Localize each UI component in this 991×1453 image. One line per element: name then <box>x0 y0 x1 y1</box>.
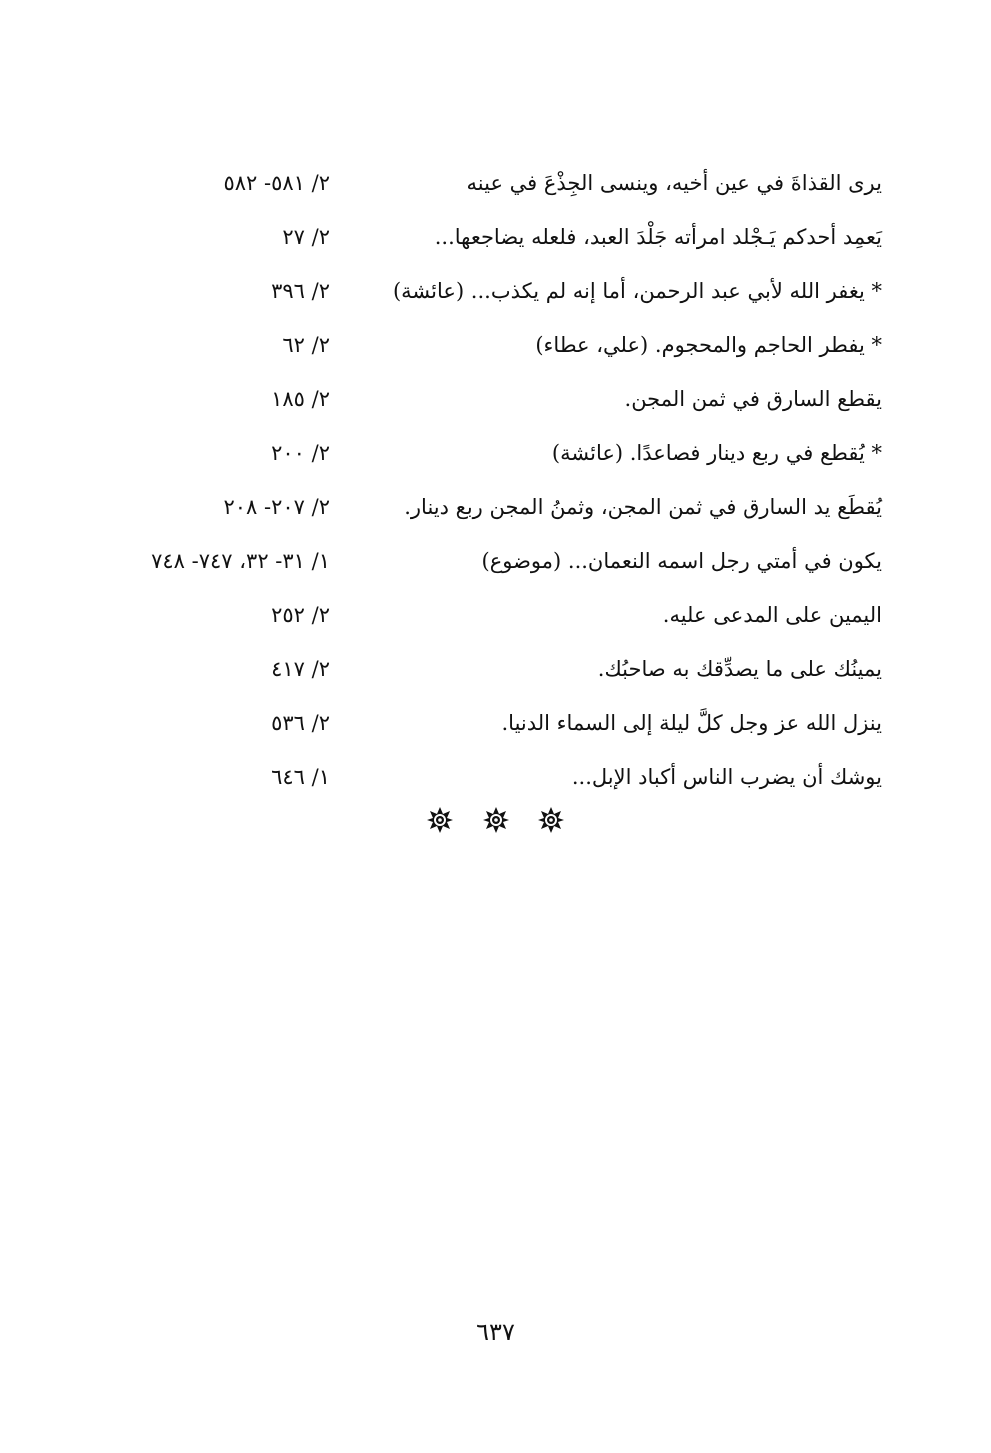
entry-reference: ١/ ٣١- ٣٢، ٧٤٧- ٧٤٨ <box>151 549 330 573</box>
index-entry <box>100 592 882 646</box>
entry-text: يكون في أمتي رجل اسمه النعمان... (موضوع) <box>481 549 882 573</box>
flower-ornament-icon <box>482 806 510 834</box>
hadith-index-list <box>100 160 882 808</box>
page-number: ٦٣٧ <box>476 1318 515 1346</box>
entry-reference: ٢/ ١٨٥ <box>271 387 330 411</box>
index-entry <box>100 430 882 484</box>
entry-text: يرى القذاةَ في عين أخيه، وينسى الجِذْعَ في عينه <box>466 171 882 195</box>
flower-ornament-icon <box>426 806 454 834</box>
entry-text: يُقطَع يد السارق في ثمن المجن، وثمنُ المجن ربع دينار. <box>404 495 882 519</box>
entry-text: ينزل الله عز وجل كلَّ ليلة إلى السماء الدنيا. <box>501 711 882 735</box>
index-entry <box>100 700 882 754</box>
flower-ornament-icon <box>537 806 565 834</box>
entry-reference: ١/ ٦٤٦ <box>271 765 330 789</box>
index-entry <box>100 538 882 592</box>
index-entry <box>100 484 882 538</box>
index-entry <box>100 160 882 214</box>
entry-text: اليمين على المدعى عليه. <box>662 603 882 627</box>
section-end-ornaments <box>0 806 991 842</box>
entry-reference: ٢/ ٢٥٢ <box>271 603 330 627</box>
entry-text: يمينُك على ما يصدِّقك به صاحبُك. <box>597 657 882 681</box>
index-entry <box>100 646 882 700</box>
entry-reference: ٢/ ٦٢ <box>282 333 330 357</box>
entry-reference: ٢/ ٢٧ <box>282 225 330 249</box>
index-entry <box>100 754 882 808</box>
entry-reference: ٢/ ٤١٧ <box>271 657 330 681</box>
index-entry <box>100 376 882 430</box>
entry-reference: ٢/ ٢٠٧- ٢٠٨ <box>223 495 330 519</box>
entry-reference: ٢/ ٣٩٦ <box>271 279 330 303</box>
entry-text: يقطع السارق في ثمن المجن. <box>624 387 882 411</box>
entry-text: يوشك أن يضرب الناس أكباد الإبل... <box>571 765 882 789</box>
entry-text: * يُقطع في ربع دينار فصاعدًا. (عائشة) <box>551 441 882 465</box>
entry-reference: ٢/ ٥٣٦ <box>271 711 330 735</box>
entry-reference: ٢/ ٢٠٠ <box>271 441 330 465</box>
entry-reference: ٢/ ٥٨١- ٥٨٢ <box>223 171 330 195</box>
entry-text: يَعمِد أحدكم يَـجْلد امرأته جَلْدَ العبد، فلعله يضاجعها... <box>434 225 882 249</box>
index-entry <box>100 214 882 268</box>
entry-text: * يفطر الحاجم والمحجوم. (علي، عطاء) <box>535 333 882 357</box>
index-entry <box>100 268 882 322</box>
entry-text: * يغفر الله لأبي عبد الرحمن، أما إنه لم يكذب... (عائشة) <box>392 279 882 303</box>
index-entry <box>100 322 882 376</box>
